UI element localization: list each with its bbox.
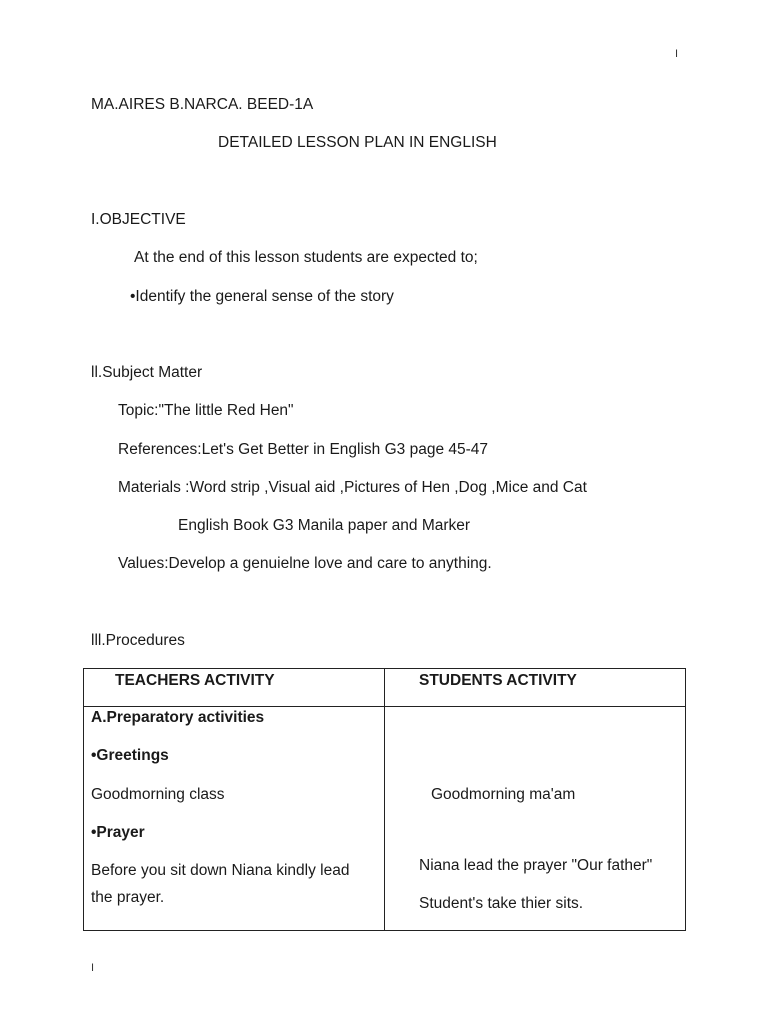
teacher-prayer-line-1: Before you sit down Niana kindly lead — [91, 862, 350, 879]
objective-intro: At the end of this lesson students are expected to; — [134, 249, 478, 266]
teachers-activity-header: TEACHERS ACTIVITY — [115, 672, 275, 689]
footer-mark: I — [91, 962, 95, 974]
topic-line: Topic:"The little Red Hen" — [118, 402, 294, 419]
teachers-activity-cell — [84, 707, 385, 931]
subject-matter-heading: ll.Subject Matter — [91, 364, 203, 381]
students-activity-header: STUDENTS ACTIVITY — [419, 672, 577, 689]
student-sits: Student's take thier sits. — [419, 895, 584, 912]
table-row — [84, 707, 686, 931]
prayer-label: •Prayer — [91, 824, 145, 841]
materials-continued-line: English Book G3 Manila paper and Marker — [178, 517, 471, 534]
objective-heading: I.OBJECTIVE — [91, 211, 186, 228]
procedures-table — [83, 668, 686, 931]
greetings-label: •Greetings — [91, 747, 169, 764]
document-title: DETAILED LESSON PLAN IN ENGLISH — [218, 134, 497, 151]
student-prayer-reply: Niana lead the prayer "Our father" — [419, 857, 653, 874]
students-header-cell — [385, 669, 686, 707]
teacher-greeting: Goodmorning class — [91, 786, 225, 803]
procedures-heading: lll.Procedures — [91, 632, 185, 649]
student-greeting-reply: Goodmorning ma'am — [431, 786, 576, 803]
author-line: MA.AIRES B.NARCA. BEED-1A — [91, 96, 314, 113]
teachers-header-cell — [84, 669, 385, 707]
teacher-prayer-line-2: the prayer. — [91, 889, 165, 906]
preparatory-activities-label: A.Preparatory activities — [91, 709, 265, 726]
objective-bullet: •Identify the general sense of the story — [130, 288, 394, 305]
table-header-row — [84, 669, 686, 707]
header-mark: I — [675, 48, 679, 60]
materials-line: Materials :Word strip ,Visual aid ,Pictures of Hen ,Dog ,Mice and Cat — [118, 479, 587, 496]
students-activity-cell — [385, 707, 686, 931]
values-line: Values:Develop a genuielne love and care to anything. — [118, 555, 492, 572]
references-line: References:Let's Get Better in English G3 page 45-47 — [118, 441, 489, 458]
